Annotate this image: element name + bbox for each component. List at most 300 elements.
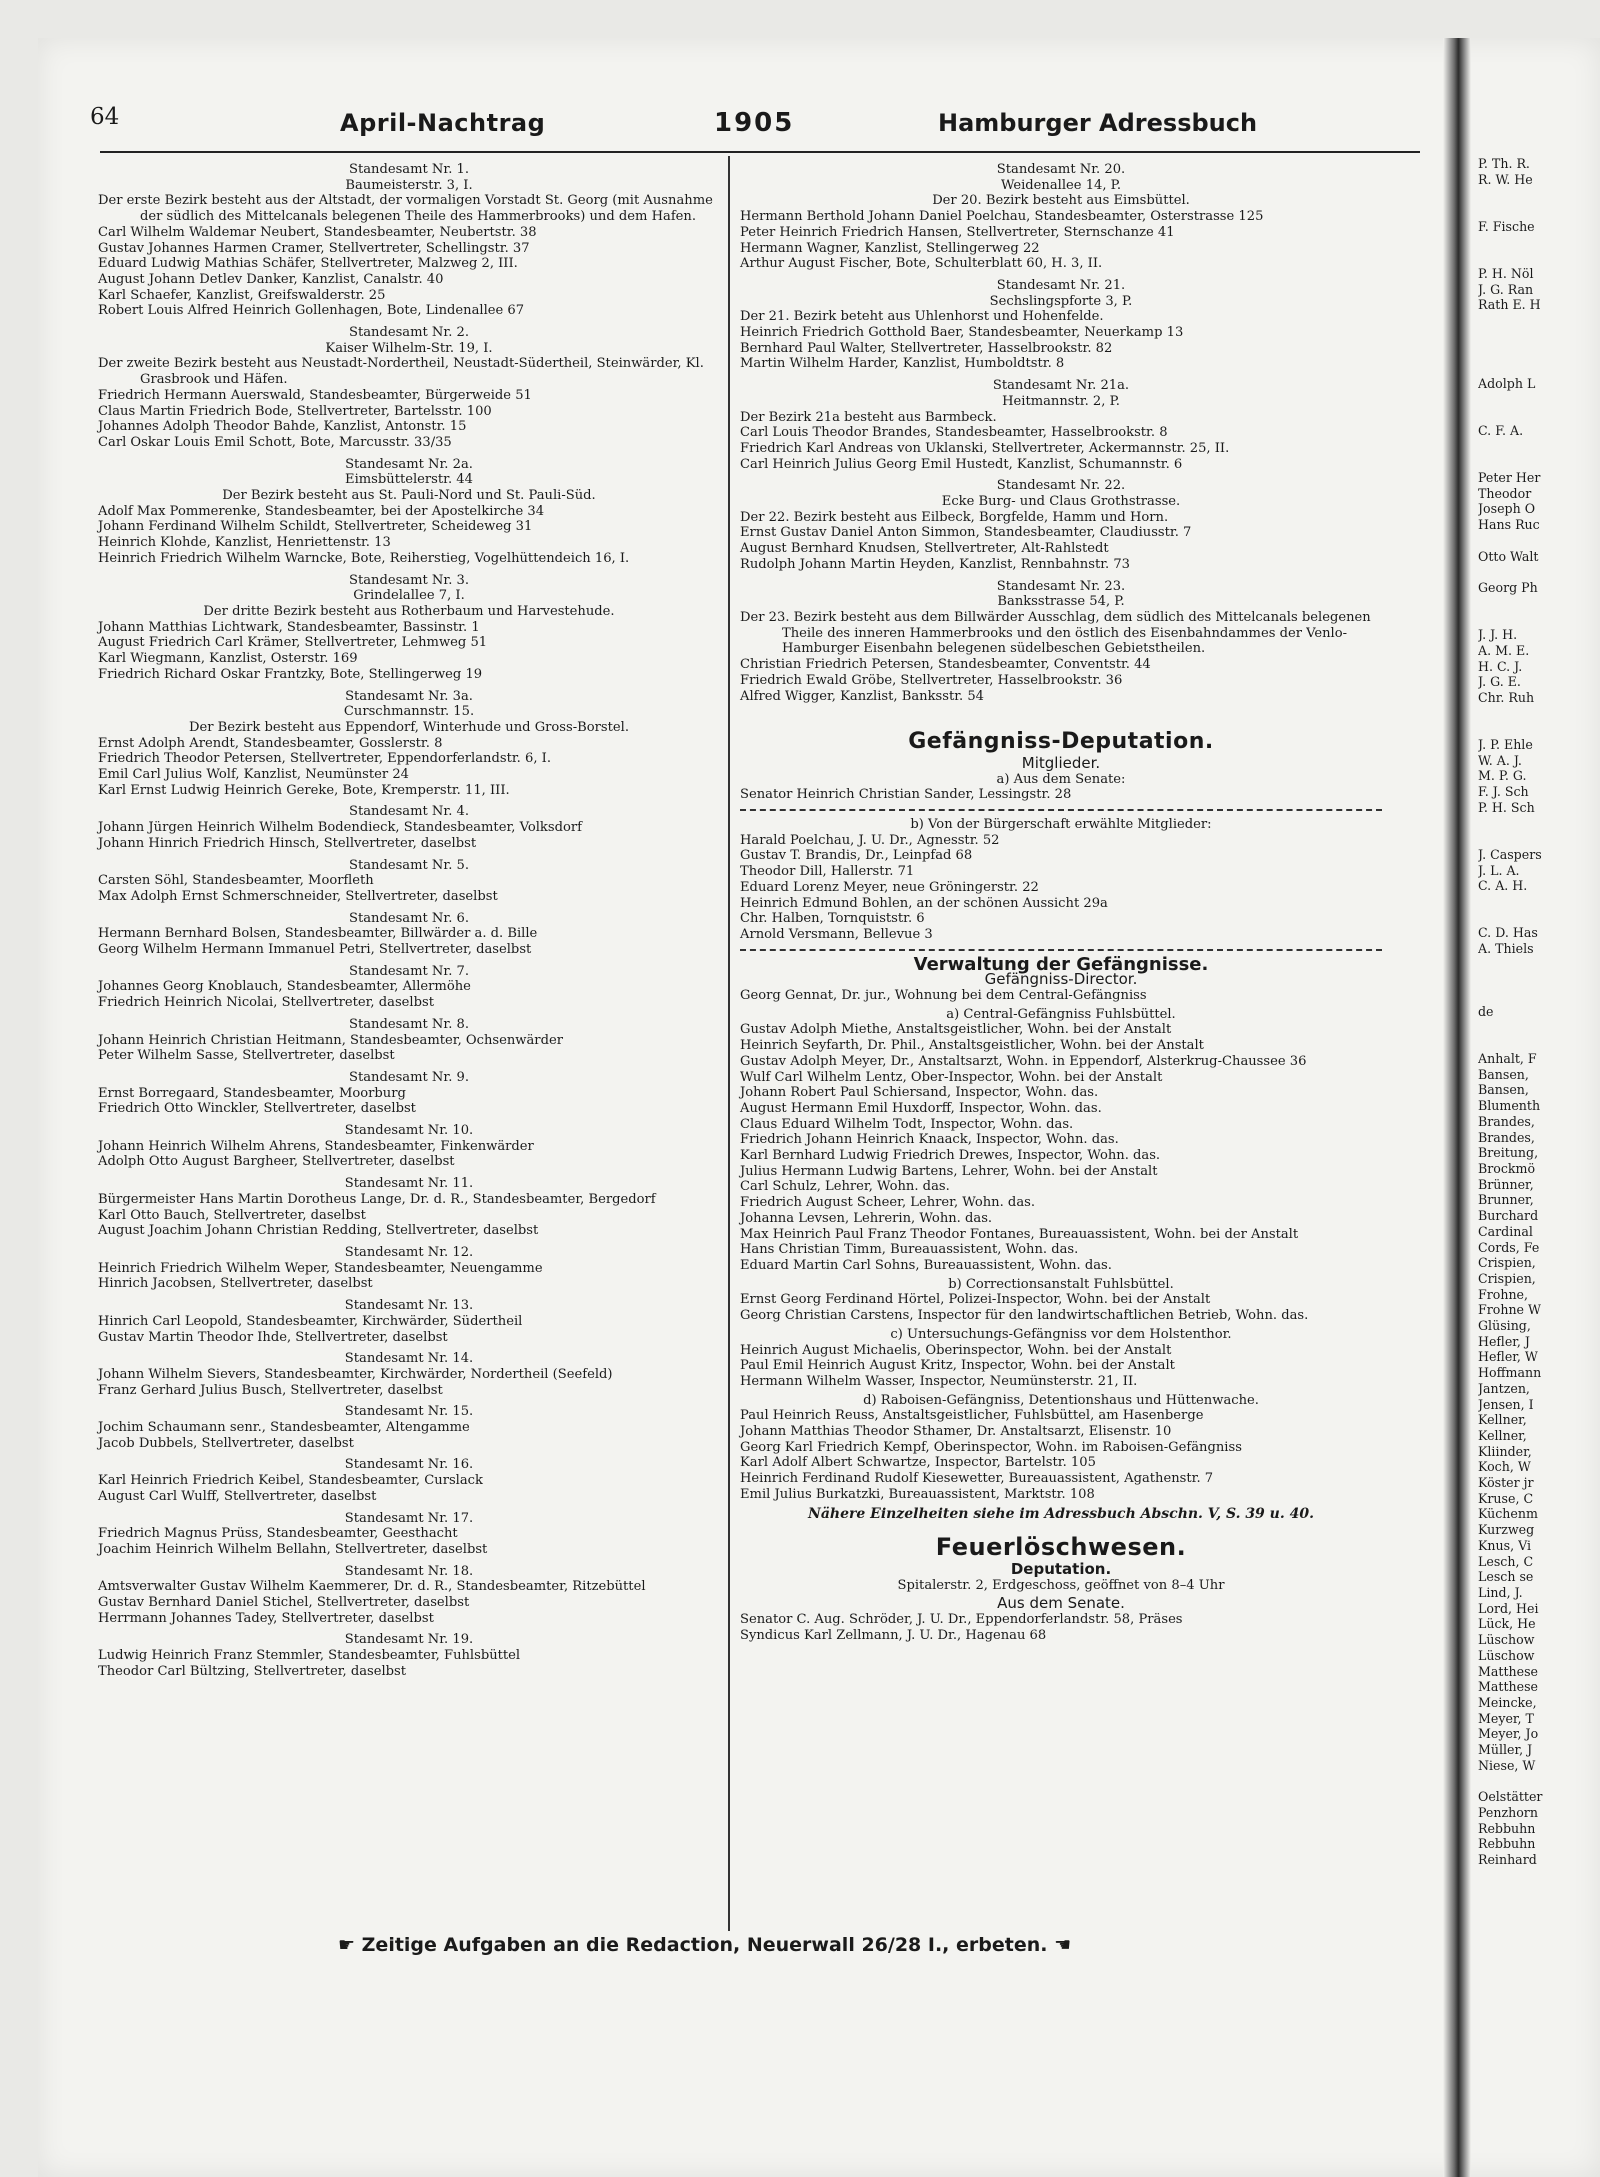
- strip-line: Kruse, C: [1478, 1490, 1534, 1506]
- director: Georg Gennat, Dr. jur., Wohnung bei dem Central-Gefängniss: [740, 988, 1147, 1004]
- senate-heading: a) Aus dem Senate:: [996, 771, 1126, 787]
- feuer-title: Feuerlöschwesen.: [935, 1533, 1187, 1562]
- text-line: Kaiser Wilhelm-Str. 19, I.: [325, 340, 493, 356]
- footer-text: Zeitige Aufgaben an die Redaction, Neuerwall 26/28 I., erbeten.: [361, 1934, 1048, 1956]
- header-left: April-Nachtrag: [340, 109, 546, 137]
- strip-line: [1478, 203, 1600, 219]
- middle-column: [740, 162, 1382, 1643]
- strip-line: Lind, J.: [1478, 1584, 1523, 1600]
- feuer-entries: [740, 1612, 1382, 1643]
- text-line: Carl Wilhelm Waldemar Neubert, Standesbeamter, Neubertstr. 38: [98, 224, 537, 240]
- strip-line: Chr. Ruh: [1478, 689, 1535, 705]
- strip-line: Burchard: [1478, 1208, 1539, 1224]
- section-heading: b) Correctionsanstalt Fuhlsbüttel.: [948, 1276, 1174, 1292]
- text-line: Standesamt Nr. 18.: [344, 1563, 474, 1579]
- strip-line: A. Thiels: [1478, 941, 1534, 957]
- staff-entry: Max Heinrich Paul Franz Theodor Fontanes, Bureauassistent, Wohn. bei der Anstalt: [740, 1226, 1299, 1242]
- pointing-hand-icon: ☛: [338, 1934, 362, 1956]
- strip-line: C. A. H.: [1478, 878, 1528, 894]
- text-line: August Joachim Johann Christian Redding, Stellvertreter, daselbst: [98, 1223, 539, 1239]
- text-line: Der dritte Bezirk besteht aus Rotherbaum und Harvestehude.: [203, 603, 615, 619]
- text-line: Karl Otto Bauch, Stellvertreter, daselbst: [98, 1207, 366, 1223]
- staff-entry: Paul Emil Heinrich August Kritz, Inspector, Wohn. bei der Anstalt: [740, 1358, 1175, 1374]
- staff-entry: Paul Heinrich Reuss, Anstaltsgeistlicher, Fuhlsbüttel, am Hasenberge: [740, 1408, 1204, 1424]
- text-line: Standesamt Nr. 5.: [348, 857, 470, 873]
- strip-line: Rebbuhn: [1478, 1820, 1536, 1836]
- text-line: Carl Oskar Louis Emil Schott, Bote, Marcusstr. 33/35: [98, 434, 452, 450]
- strip-line: Meyer, T: [1478, 1710, 1534, 1726]
- text-line: Standesamt Nr. 12.: [344, 1245, 474, 1260]
- strip-line: Meincke,: [1478, 1694, 1537, 1710]
- text-line: Friedrich Richard Oskar Frantzky, Bote, Stellingerweg 19: [98, 666, 483, 682]
- feuer-entry: Syndicus Karl Zellmann, J. U. Dr., Hagenau 68: [740, 1627, 1047, 1643]
- strip-line: [1478, 831, 1600, 847]
- text-line: Der 20. Bezirk besteht aus Eimsbüttel.: [932, 193, 1190, 209]
- text-line: Gustav Bernhard Daniel Stichel, Stellvertreter, daselbst: [98, 1595, 470, 1611]
- text-line: Bürgermeister Hans Martin Dorotheus Lange, Dr. d. R., Standesbeamter, Bergedorf: [98, 1191, 656, 1207]
- text-line: Banksstrasse 54, P.: [997, 594, 1125, 610]
- text-line: Ernst Adolph Arendt, Standesbeamter, Gosslerstr. 8: [98, 735, 443, 751]
- text-line: Der Bezirk 21a besteht aus Barmbeck.: [740, 409, 997, 425]
- text-line: Carl Louis Theodor Brandes, Standesbeamter, Hasselbrookstr. 8: [740, 425, 1168, 441]
- text-line: Standesamt Nr. 2.: [348, 325, 470, 341]
- page-number: 64: [90, 104, 120, 130]
- text-line: Der 22. Bezirk besteht aus Eilbeck, Borgfelde, Hamm und Horn.: [740, 509, 1169, 525]
- verwaltung-sections: [740, 1007, 1382, 1503]
- text-line: August Bernhard Knudsen, Stellvertreter, Alt-Rahlstedt: [740, 541, 1109, 557]
- note: Nähere Einzelheiten siehe im Adressbuch Abschn. V, S. 39 u. 40.: [808, 1505, 1314, 1522]
- header-rule: [100, 151, 1420, 153]
- dash-rule: [740, 809, 1382, 811]
- staff-entry: Friedrich Johann Heinrich Knaack, Inspector, Wohn. das.: [740, 1132, 1119, 1148]
- strip-line: [1478, 910, 1600, 926]
- strip-line: J. P. Ehle: [1478, 737, 1533, 753]
- text-line: Hermann Bernhard Bolsen, Standesbeamter, Billwärder a. d. Bille: [98, 926, 538, 942]
- strip-line: [1478, 439, 1600, 455]
- feuer-deputation: Deputation.: [1010, 1559, 1112, 1578]
- strip-line: Kellner,: [1478, 1427, 1527, 1443]
- text-line: Standesamt Nr. 19.: [344, 1632, 474, 1648]
- strip-line: Kellner,: [1478, 1412, 1527, 1428]
- text-line: Eimsbüttelerstr. 44: [345, 472, 473, 488]
- text-line: Friedrich Hermann Auerswald, Standesbeamter, Bürgerweide 51: [98, 387, 532, 403]
- page-sheet: [38, 38, 1600, 2177]
- header-year: 1905: [714, 108, 795, 138]
- staff-entry: Carl Schulz, Lehrer, Wohn. das.: [740, 1179, 950, 1195]
- staff-entry: Karl Bernhard Ludwig Friedrich Drewes, Inspector, Wohn. das.: [740, 1148, 1161, 1164]
- text-line: Der 23. Bezirk besteht aus dem Billwärder Ausschlag, dem südlich des Mittelcanals belegenen Theile des inneren Hammerbrooks und den östlich des Eisenbahndammes der Venlo-Hamburger Eisenbahn belegenen südelbeschen Gebietstheilen.: [740, 609, 1371, 657]
- text-line: Grindelallee 7, I.: [353, 588, 465, 604]
- text-line: Friedrich Theodor Petersen, Stellvertreter, Eppendorferlandstr. 6, I.: [98, 751, 551, 767]
- citizens-heading: b) Von der Bürgerschaft erwählte Mitglieder:: [910, 817, 1212, 833]
- text-line: Standesamt Nr. 21a.: [992, 378, 1130, 394]
- text-line: Gustav Johannes Harmen Cramer, Stellvertreter, Schellingstr. 37: [98, 240, 530, 256]
- citizens-list: [740, 833, 1382, 943]
- strip-line: Hoffmann: [1478, 1365, 1542, 1381]
- left-column: [98, 162, 720, 1680]
- strip-line: Lüschow: [1478, 1632, 1535, 1648]
- members-heading: Mitglieder.: [1021, 753, 1101, 772]
- strip-line: Bansen,: [1478, 1082, 1529, 1098]
- strip-line: Cardinal: [1478, 1223, 1533, 1239]
- text-line: Weidenallee 14, P.: [1000, 177, 1122, 193]
- strip-line: [1478, 816, 1600, 832]
- staff-entry: Karl Adolf Albert Schwartze, Inspector, Bartelstr. 105: [740, 1455, 1096, 1471]
- strip-line: Matthese: [1478, 1663, 1539, 1679]
- footer-notice: [338, 1934, 1071, 1956]
- text-line: Peter Heinrich Friedrich Hansen, Stellvertreter, Sternschanze 41: [740, 224, 1175, 240]
- strip-line: Köster jr: [1478, 1475, 1534, 1491]
- strip-line: [1478, 533, 1600, 549]
- strip-line: [1478, 250, 1600, 266]
- staff-entry: Johann Robert Paul Schiersand, Inspector, Wohn. das.: [740, 1085, 1099, 1101]
- strip-line: [1478, 973, 1600, 989]
- text-line: Karl Schaefer, Kanzlist, Greifswalderstr. 25: [98, 287, 386, 303]
- strip-line: R. W. He: [1478, 171, 1533, 187]
- text-line: Karl Heinrich Friedrich Keibel, Standesbeamter, Curslack: [98, 1473, 483, 1489]
- gefaengniss-title: Gefängniss-Deputation.: [908, 729, 1214, 755]
- staff-entry: Wulf Carl Wilhelm Lentz, Ober-Inspector, Wohn. bei der Anstalt: [740, 1069, 1163, 1085]
- citizen-member: Harald Poelchau, J. U. Dr., Agnesstr. 52: [740, 832, 1000, 848]
- strip-line: Knus, Vi: [1478, 1537, 1532, 1553]
- strip-line: Hans Ruc: [1478, 517, 1540, 533]
- strip-line: Oelstätter: [1478, 1789, 1543, 1805]
- strip-line: Bansen,: [1478, 1066, 1529, 1082]
- text-line: Claus Martin Friedrich Bode, Stellvertreter, Bartelsstr. 100: [98, 403, 492, 419]
- strip-line: [1478, 611, 1600, 627]
- text-line: Amtsverwalter Gustav Wilhelm Kaemmerer, Dr. d. R., Standesbeamter, Ritzebüttel: [98, 1579, 646, 1595]
- text-line: Sechslingspforte 3, P.: [989, 293, 1133, 309]
- strip-line: Theodor: [1478, 485, 1532, 501]
- text-line: Rudolph Johann Martin Heyden, Kanzlist, Rennbahnstr. 73: [740, 556, 1131, 572]
- strip-line: Crispien,: [1478, 1270, 1536, 1286]
- text-line: Herrmann Johannes Tadey, Stellvertreter, daselbst: [98, 1610, 434, 1626]
- text-line: Der Bezirk besteht aus St. Pauli-Nord und St. Pauli-Süd.: [222, 488, 596, 504]
- strip-line: Lord, Hei: [1478, 1600, 1539, 1616]
- strip-line: de: [1478, 1003, 1494, 1019]
- text-line: Friedrich Heinrich Nicolai, Stellvertreter, daselbst: [98, 995, 434, 1011]
- text-line: Standesamt Nr. 14.: [344, 1351, 474, 1367]
- text-line: Standesamt Nr. 4.: [348, 804, 470, 820]
- staff-entry: Gustav Adolph Meyer, Dr., Anstaltsarzt, Wohn. in Eppendorf, Alsterkrug-Chaussee 36: [740, 1053, 1307, 1069]
- text-line: Friedrich Karl Andreas von Uklanski, Stellvertreter, Ackermannstr. 25, II.: [740, 440, 1230, 456]
- strip-line: P. H. Nöl: [1478, 265, 1534, 281]
- text-line: Georg Wilhelm Hermann Immanuel Petri, Stellvertreter, daselbst: [98, 942, 532, 958]
- header-right: Hamburger Adressbuch: [938, 109, 1258, 137]
- citizen-member: Eduard Lorenz Meyer, neue Gröningerstr. 22: [740, 879, 1039, 895]
- text-line: Jacob Dubbels, Stellvertreter, daselbst: [98, 1435, 354, 1451]
- strip-line: [1478, 235, 1600, 251]
- text-line: Der zweite Bezirk besteht aus Neustadt-Nordertheil, Neustadt-Südertheil, Steinwärder, Kl. Grasbrook und Häfen.: [98, 356, 704, 388]
- strip-line: Kurzweg: [1478, 1522, 1535, 1538]
- text-line: Heinrich Klohde, Kanzlist, Henriettenstr. 13: [98, 535, 391, 551]
- staff-entry: Georg Karl Friedrich Kempf, Oberinspector, Wohn. im Raboisen-Gefängniss: [740, 1439, 1242, 1455]
- staff-entry: Heinrich Seyfarth, Dr. Phil., Anstaltsgeistlicher, Wohn. bei der Anstalt: [740, 1038, 1204, 1054]
- text-line: Alfred Wigger, Kanzlist, Banksstr. 54: [740, 688, 985, 704]
- staff-entry: Hans Christian Timm, Bureauassistent, Wohn. das.: [740, 1242, 1079, 1258]
- text-line: Standesamt Nr. 3a.: [345, 688, 473, 704]
- staff-entry: Friedrich August Scheer, Lehrer, Wohn. das.: [740, 1195, 1036, 1211]
- feuer-address: Spitalerstr. 2, Erdgeschoss, geöffnet von 8–4 Uhr: [897, 1577, 1225, 1593]
- strip-line: Frohne,: [1478, 1286, 1529, 1302]
- text-line: Standesamt Nr. 6.: [348, 910, 470, 926]
- strip-line: [1478, 596, 1600, 612]
- text-line: Emil Carl Julius Wolf, Kanzlist, Neumünster 24: [98, 767, 409, 783]
- text-line: Hermann Wagner, Kanzlist, Stellingerweg 22: [740, 240, 1040, 256]
- strip-line: Jensen, I: [1478, 1396, 1534, 1412]
- dash-rule: [740, 949, 1382, 951]
- citizen-member: Heinrich Edmund Bohlen, an der schönen Aussicht 29a: [740, 895, 1108, 911]
- strip-line: J. J. H.: [1478, 627, 1518, 643]
- text-line: Ernst Gustav Daniel Anton Simmon, Standesbeamter, Claudiusstr. 7: [740, 525, 1192, 541]
- strip-line: [1478, 329, 1600, 345]
- strip-line: Hefler, W: [1478, 1349, 1538, 1365]
- text-line: Heitmannstr. 2, P.: [1002, 393, 1120, 409]
- text-line: Ernst Borregaard, Standesbeamter, Moorburg: [98, 1085, 406, 1101]
- strip-line: Rath E. H: [1478, 297, 1541, 313]
- text-line: August Friedrich Carl Krämer, Stellvertreter, Lehmweg 51: [98, 635, 488, 651]
- staff-entry: Johann Matthias Theodor Sthamer, Dr. Anstaltsarzt, Elisenstr. 10: [740, 1424, 1172, 1440]
- text-line: Johann Heinrich Christian Heitmann, Standesbeamter, Ochsenwärder: [98, 1032, 563, 1048]
- text-line: Theodor Carl Bültzing, Stellvertreter, daselbst: [98, 1663, 407, 1679]
- strip-line: Lück, He: [1478, 1616, 1536, 1632]
- staff-entry: Eduard Martin Carl Sohns, Bureauassistent, Wohn. das.: [740, 1258, 1112, 1273]
- text-line: Friedrich Ewald Gröbe, Stellvertreter, Hasselbrookstr. 36: [740, 672, 1123, 688]
- text-line: Joachim Heinrich Wilhelm Bellahn, Stellvertreter, daselbst: [98, 1541, 488, 1557]
- text-line: Karl Wiegmann, Kanzlist, Osterstr. 169: [98, 651, 358, 667]
- strip-line: [1478, 313, 1600, 329]
- text-line: Standesamt Nr. 17.: [344, 1510, 474, 1526]
- text-line: Christian Friedrich Petersen, Standesbeamter, Conventstr. 44: [740, 657, 1151, 673]
- strip-line: Penzhorn: [1478, 1804, 1538, 1820]
- text-line: Standesamt Nr. 16.: [344, 1457, 474, 1473]
- staff-entry: Emil Julius Burkatzki, Bureauassistent, Marktstr. 108: [740, 1486, 1095, 1502]
- text-line: Heinrich Friedrich Gotthold Baer, Standesbeamter, Neuerkamp 13: [740, 325, 1184, 341]
- standesamt-list: [740, 162, 1382, 704]
- text-line: Hinrich Jacobsen, Stellvertreter, daselbst: [98, 1276, 373, 1292]
- text-line: Standesamt Nr. 11.: [344, 1176, 474, 1192]
- citizen-member: Gustav T. Brandis, Dr., Leinpfad 68: [740, 848, 973, 864]
- text-line: Standesamt Nr. 2a.: [345, 456, 473, 472]
- text-line: Hermann Berthold Johann Daniel Poelchau, Standesbeamter, Osterstrasse 125: [740, 209, 1264, 225]
- pointing-hand-icon: ☚: [1047, 1934, 1072, 1956]
- citizen-member: Arnold Versmann, Bellevue 3: [740, 926, 933, 942]
- staff-entry: Heinrich Ferdinand Rudolf Kiesewetter, Bureauassistent, Agathenstr. 7: [740, 1471, 1214, 1487]
- strip-line: Lüschow: [1478, 1647, 1535, 1663]
- strip-line: Anhalt, F: [1478, 1051, 1537, 1067]
- text-line: Standesamt Nr. 8.: [348, 1016, 470, 1032]
- strip-line: Brockmö: [1478, 1161, 1536, 1176]
- strip-line: Matthese: [1478, 1679, 1539, 1695]
- strip-line: C. F. A.: [1478, 422, 1524, 438]
- text-line: Standesamt Nr. 1.: [348, 162, 470, 177]
- text-line: Martin Wilhelm Harder, Kanzlist, Humboldtstr. 8: [740, 356, 1065, 372]
- text-line: Hinrich Carl Leopold, Standesbeamter, Kirchwärder, Südertheil: [98, 1313, 523, 1329]
- strip-line: Breitung,: [1478, 1145, 1539, 1161]
- text-line: Adolf Max Pommerenke, Standesbeamter, bei der Apostelkirche 34: [98, 503, 545, 519]
- strip-line: H. C. J.: [1478, 658, 1523, 674]
- text-line: Karl Ernst Ludwig Heinrich Gereke, Bote, Kremperstr. 11, III.: [98, 782, 510, 798]
- strip-line: J. G. Ran: [1478, 281, 1534, 297]
- strip-line: Peter Her: [1478, 470, 1541, 486]
- citizen-member: Chr. Halben, Tornquiststr. 6: [740, 911, 925, 927]
- text-line: Standesamt Nr. 13.: [344, 1298, 474, 1314]
- text-line: Standesamt Nr. 20.: [996, 162, 1126, 177]
- text-line: Bernhard Paul Walter, Stellvertreter, Hasselbrookstr. 82: [740, 340, 1113, 356]
- text-line: Standesamt Nr. 10.: [344, 1123, 474, 1139]
- strip-line: Niese, W: [1478, 1757, 1536, 1773]
- column-divider: [728, 156, 730, 1931]
- senate-member: Senator Heinrich Christian Sander, Lessingstr. 28: [740, 787, 1072, 803]
- staff-entry: Gustav Adolph Miethe, Anstaltsgeistlicher, Wohn. bei der Anstalt: [740, 1022, 1172, 1038]
- strip-line: Otto Walt: [1478, 548, 1539, 564]
- text-line: Max Adolph Ernst Schmerschneider, Stellvertreter, daselbst: [98, 888, 498, 904]
- text-line: Der Bezirk besteht aus Eppendorf, Winterhude und Gross-Borstel.: [188, 719, 630, 735]
- strip-line: Joseph O: [1478, 501, 1536, 517]
- strip-line: Brandes,: [1478, 1129, 1535, 1145]
- strip-line: [1478, 1035, 1600, 1051]
- text-line: Jochim Schaumann senr., Standesbeamter, Altengamme: [98, 1420, 470, 1436]
- strip-line: J. L. A.: [1478, 862, 1520, 878]
- strip-line: [1478, 1773, 1600, 1789]
- strip-line: W. A. J.: [1478, 752, 1522, 768]
- strip-line: J. G. E.: [1478, 674, 1521, 690]
- text-line: August Carl Wulff, Stellvertreter, daselbst: [98, 1488, 377, 1504]
- page-fold: [1443, 38, 1471, 2177]
- staff-entry: Georg Christian Carstens, Inspector für den landwirtschaftlichen Betrieb, Wohn. das.: [740, 1308, 1309, 1324]
- text-line: Peter Wilhelm Sasse, Stellvertreter, daselbst: [98, 1048, 395, 1064]
- strip-line: Georg Ph: [1478, 579, 1538, 595]
- strip-line: [1478, 706, 1600, 722]
- text-line: Der erste Bezirk besteht aus der Altstadt, der vormaligen Vorstadt St. Georg (mit Ausnahme der südlich des Mittelcanals belegenen Theile des Hammerbrooks) und dem Hafen.: [98, 193, 713, 225]
- strip-line: Brunner,: [1478, 1192, 1534, 1208]
- text-line: Franz Gerhard Julius Busch, Stellvertreter, daselbst: [98, 1382, 443, 1398]
- text-line: Baumeisterstr. 3, I.: [345, 177, 473, 193]
- strip-line: Meyer, Jo: [1478, 1726, 1539, 1742]
- strip-line: Lesch, C: [1478, 1553, 1534, 1569]
- strip-line: Reinhard: [1478, 1851, 1537, 1867]
- staff-entry: Hermann Wilhelm Wasser, Inspector, Neumünsterstr. 21, II.: [740, 1373, 1138, 1389]
- staff-entry: Claus Eduard Wilhelm Todt, Inspector, Wohn. das.: [740, 1116, 1074, 1132]
- strip-line: Küchenm: [1478, 1506, 1538, 1522]
- strip-line: [1478, 957, 1600, 973]
- strip-line: Adolph L: [1478, 375, 1536, 391]
- text-line: Heinrich Friedrich Wilhelm Warncke, Bote, Reiherstieg, Vogelhüttendeich 16, I.: [98, 550, 630, 566]
- strip-line: [1478, 187, 1600, 203]
- feuer-senate-heading: Aus dem Senate.: [997, 1594, 1125, 1613]
- strip-line: [1478, 454, 1600, 470]
- strip-line: J. Caspers: [1478, 846, 1542, 862]
- text-line: Carl Heinrich Julius Georg Emil Hustedt, Kanzlist, Schumannstr. 6: [740, 456, 1183, 472]
- strip-line: M. P. G.: [1478, 768, 1527, 784]
- strip-line: Cords, Fe: [1478, 1239, 1540, 1255]
- verwaltung-title: Verwaltung der Gefängnisse.: [913, 953, 1209, 975]
- strip-line: Koch, W: [1478, 1459, 1531, 1475]
- section-heading: d) Raboisen-Gefängniss, Detentionshaus und Hüttenwache.: [863, 1392, 1259, 1408]
- strip-line: Jantzen,: [1478, 1380, 1530, 1396]
- staff-entry: Heinrich August Michaelis, Oberinspector, Wohn. bei der Anstalt: [740, 1342, 1172, 1358]
- text-line: Adolph Otto August Bargheer, Stellvertreter, daselbst: [98, 1154, 455, 1170]
- text-line: Carsten Söhl, Standesbeamter, Moorfleth: [98, 873, 374, 889]
- feuer-entry: Senator C. Aug. Schröder, J. U. Dr., Eppendorferlandstr. 58, Präses: [740, 1612, 1183, 1628]
- section-heading: c) Untersuchungs-Gefängniss vor dem Holstenthor.: [890, 1326, 1232, 1342]
- strip-line: Hefler, J: [1478, 1333, 1530, 1349]
- text-line: Johannes Adolph Theodor Bahde, Kanzlist, Antonstr. 15: [98, 419, 467, 435]
- text-line: Johann Jürgen Heinrich Wilhelm Bodendieck, Standesbeamter, Volksdorf: [98, 820, 582, 836]
- text-line: Ludwig Heinrich Franz Stemmler, Standesbeamter, Fuhlsbüttel: [98, 1648, 521, 1664]
- text-line: Gustav Martin Theodor Ihde, Stellvertreter, daselbst: [98, 1329, 448, 1345]
- text-line: Johann Ferdinand Wilhelm Schildt, Stellvertreter, Scheideweg 31: [98, 519, 533, 535]
- text-line: Standesamt Nr. 22.: [996, 478, 1126, 494]
- adjacent-page-strip: [1478, 156, 1600, 1868]
- strip-line: C. D. Has: [1478, 925, 1538, 941]
- text-line: Johann Matthias Lichtwark, Standesbeamter, Bassinstr. 1: [98, 619, 480, 635]
- text-line: Standesamt Nr. 7.: [348, 963, 470, 979]
- strip-line: [1478, 721, 1600, 737]
- text-line: Standesamt Nr. 9.: [348, 1069, 470, 1085]
- staff-entry: August Hermann Emil Huxdorff, Inspector, Wohn. das.: [740, 1100, 1102, 1116]
- text-line: Eduard Ludwig Mathias Schäfer, Stellvertreter, Malzweg 2, III.: [98, 256, 518, 272]
- strip-line: [1478, 360, 1600, 376]
- strip-line: [1478, 988, 1600, 1004]
- strip-line: Frohne W: [1478, 1302, 1541, 1318]
- text-line: Friedrich Magnus Prüss, Standesbeamter, Geesthacht: [98, 1526, 458, 1542]
- text-line: Standesamt Nr. 21.: [996, 277, 1126, 293]
- strip-line: [1478, 344, 1600, 360]
- strip-line: F. J. Sch: [1478, 784, 1529, 800]
- text-line: Der 21. Bezirk beteht aus Uhlenhorst und Hohenfelde.: [740, 309, 1104, 325]
- strip-line: P. Th. R.: [1478, 156, 1530, 171]
- strip-line: [1478, 407, 1600, 423]
- strip-line: Glüsing,: [1478, 1318, 1531, 1334]
- section-heading: a) Central-Gefängniss Fuhlsbüttel.: [946, 1006, 1176, 1022]
- text-line: Johann Hinrich Friedrich Hinsch, Stellvertreter, daselbst: [98, 835, 477, 851]
- strip-line: Brandes,: [1478, 1113, 1535, 1129]
- text-line: Heinrich Friedrich Wilhelm Weper, Standesbeamter, Neuengamme: [98, 1260, 543, 1276]
- citizen-member: Theodor Dill, Hallerstr. 71: [740, 864, 915, 880]
- text-line: Curschmannstr. 15.: [343, 704, 475, 720]
- strip-line: Brünner,: [1478, 1176, 1534, 1192]
- strip-line: A. M. E.: [1478, 642, 1530, 658]
- text-line: Arthur August Fischer, Bote, Schulterblatt 60, H. 3, II.: [740, 256, 1103, 272]
- staff-entry: Ernst Georg Ferdinand Hörtel, Polizei-Inspector, Wohn. bei der Anstalt: [740, 1292, 1211, 1308]
- text-line: August Johann Detlev Danker, Kanzlist, Canalstr. 40: [98, 271, 444, 287]
- text-line: Ecke Burg- und Claus Grothstrasse.: [941, 494, 1181, 510]
- strip-line: Blumenth: [1478, 1098, 1541, 1114]
- text-line: Johann Wilhelm Sievers, Standesbeamter, Kirchwärder, Nordertheil (Seefeld): [98, 1366, 613, 1382]
- strip-line: F. Fische: [1478, 218, 1535, 234]
- strip-line: Müller, J: [1478, 1742, 1533, 1758]
- text-line: Standesamt Nr. 3.: [348, 572, 470, 588]
- strip-line: Kliinder,: [1478, 1443, 1532, 1459]
- text-line: Friedrich Otto Winckler, Stellvertreter, daselbst: [98, 1101, 416, 1117]
- strip-line: Crispien,: [1478, 1255, 1536, 1271]
- director-heading: Gefängniss-Director.: [984, 970, 1138, 989]
- strip-line: P. H. Sch: [1478, 799, 1535, 815]
- text-line: Johannes Georg Knoblauch, Standesbeamter, Allermöhe: [98, 979, 471, 995]
- text-line: Johann Heinrich Wilhelm Ahrens, Standesbeamter, Finkenwärder: [98, 1138, 534, 1154]
- staff-entry: Johanna Levsen, Lehrerin, Wohn. das.: [740, 1210, 993, 1226]
- strip-line: Lesch se: [1478, 1569, 1534, 1585]
- text-line: Standesamt Nr. 23.: [996, 578, 1126, 594]
- strip-line: [1478, 392, 1600, 408]
- text-line: Standesamt Nr. 15.: [344, 1404, 474, 1420]
- strip-line: [1478, 894, 1600, 910]
- text-line: Robert Louis Alfred Heinrich Gollenhagen, Bote, Lindenallee 67: [98, 303, 525, 319]
- strip-line: [1478, 1020, 1600, 1036]
- staff-entry: Julius Hermann Ludwig Bartens, Lehrer, Wohn. bei der Anstalt: [740, 1163, 1158, 1179]
- strip-line: [1478, 564, 1600, 580]
